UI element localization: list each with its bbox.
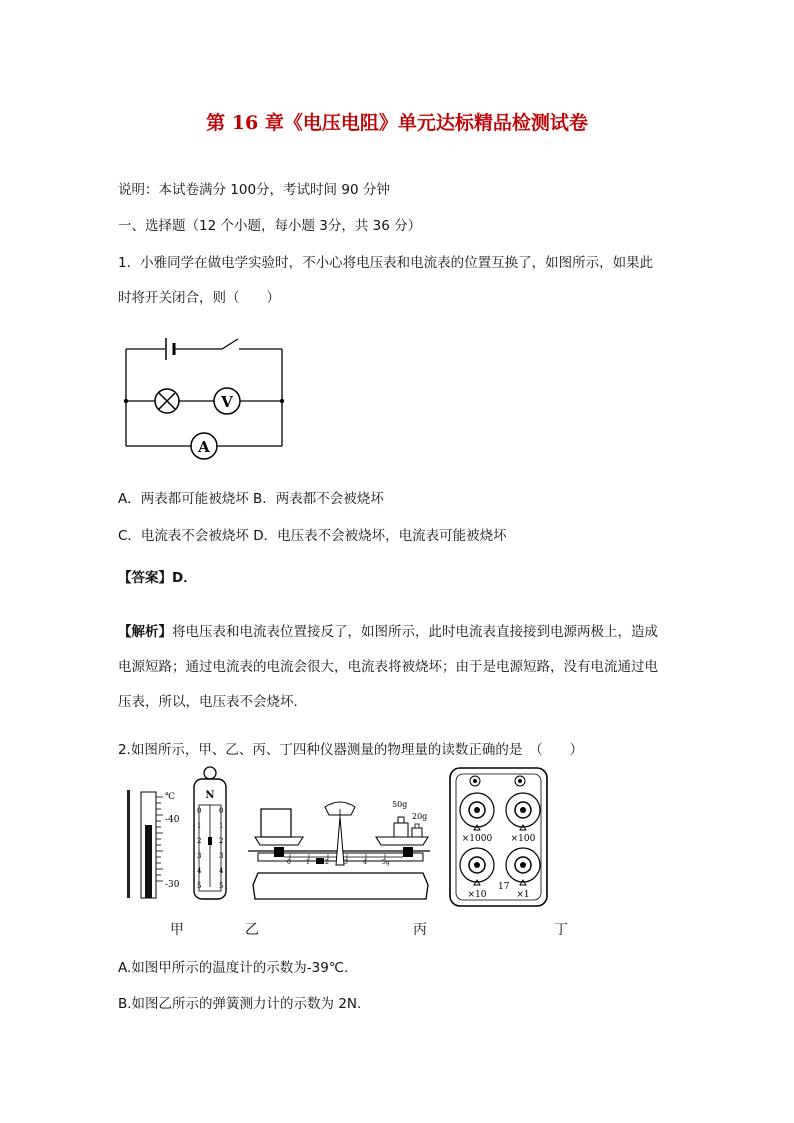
spring-tick-r1: 1 <box>219 822 224 830</box>
dial-label-x1: ×1 <box>516 890 530 900</box>
q1-answer: 【答案】D． <box>118 570 197 586</box>
q1-stem-line1: 1．小雅同学在做电学实验时，不小心将电压表和电流表的位置互换了，如图所示，如果此 <box>118 255 654 271</box>
thermo-unit: ℃ <box>165 792 176 802</box>
thermo-bottom-label: -30 <box>165 880 180 890</box>
balance-scale <box>248 800 430 899</box>
voltmeter-label: V <box>221 393 233 411</box>
page-title: 第 16 章《电压电阻》单元达标精品检测试卷 <box>206 112 588 134</box>
q1-analysis-line2: 电源短路；通过电流表的电流会很大，电流表将被烧坏；由于是电源短路，没有电流通过电 <box>118 659 658 675</box>
q2-option-b: B.如图乙所示的弹簧测力计的示数为 2N. <box>118 996 362 1012</box>
spring-unit-letter: N <box>205 790 215 801</box>
balance-tick-5: 5g <box>382 859 390 866</box>
analysis-text-1: 将电压表和电流表位置接反了，如图所示，此时电流表直接接到电源两极上，造成 <box>172 624 658 640</box>
caption-yi: 乙 <box>245 922 259 938</box>
section-heading: 一、选择题（12 个小题，每小题 3分，共 36 分） <box>118 218 422 234</box>
dial-label-x100: ×100 <box>510 834 536 844</box>
spring-scale <box>194 767 226 899</box>
spring-tick-4: 4 <box>197 867 202 875</box>
balance-tick-2: 2 <box>325 859 329 866</box>
spring-tick-2: 2 <box>197 837 202 845</box>
resistance-box <box>450 768 547 906</box>
balance-tick-1: 1 <box>306 859 310 866</box>
spring-tick-0: 0 <box>197 807 202 815</box>
spring-tick-3: 3 <box>197 852 202 860</box>
weight-50g-label: 50g <box>392 800 408 809</box>
caption-bing: 丙 <box>413 922 427 938</box>
balance-tick-3: 3 <box>344 859 348 866</box>
caption-jia: 甲 <box>170 922 184 938</box>
q2-stem: 2.如图所示，甲、乙、丙、丁四种仪器测量的物理量的读数正确的是 （ ） <box>118 742 584 758</box>
spring-tick-5: 5 <box>197 882 202 890</box>
voltmeter-symbol <box>214 388 240 414</box>
spring-tick-1: 1 <box>197 822 202 830</box>
thermometer <box>127 790 180 898</box>
q1-analysis-line1 <box>118 620 658 640</box>
analysis-label: 【解析】 <box>118 624 172 640</box>
dial-label-x10: ×10 <box>467 890 487 900</box>
spring-tick-r0: 0 <box>219 807 224 815</box>
lamp-symbol <box>155 389 179 413</box>
q1-options-cd: C．电流表不会被烧坏 D．电压表不会被烧坏，电流表可能被烧坏 <box>118 528 507 544</box>
dial-label-x1000: ×1000 <box>461 834 493 844</box>
balance-tick-0: 0 <box>287 859 291 866</box>
exam-note: 说明：本试卷满分 100分，考试时间 90 分钟 <box>118 182 390 198</box>
q1-circuit-diagram <box>118 330 293 465</box>
thermo-top-label: -40 <box>165 815 180 825</box>
box-number: 17 <box>498 882 510 892</box>
balance-tick-4: 4 <box>363 859 367 866</box>
spring-tick-r2: 2 <box>219 837 224 845</box>
spring-tick-r4: 4 <box>219 867 224 875</box>
q1-stem-line2: 时将开关闭合，则（ ） <box>118 290 280 306</box>
ammeter-symbol <box>191 433 217 459</box>
spring-tick-r5: 5 <box>219 882 224 890</box>
q2-instruments-figure <box>118 765 558 910</box>
q2-option-a: A.如图甲所示的温度计的示数为-39℃. <box>118 960 349 976</box>
ammeter-label: A <box>198 438 210 456</box>
q1-options-ab: A．两表都可能被烧坏 B．两表都不会被烧坏 <box>118 491 384 507</box>
weight-20g-label: 20g <box>412 812 428 821</box>
q1-analysis-line3: 压表，所以，电压表不会烧坏． <box>118 694 307 710</box>
spring-tick-r3: 3 <box>219 852 224 860</box>
caption-ding: 丁 <box>554 922 568 938</box>
